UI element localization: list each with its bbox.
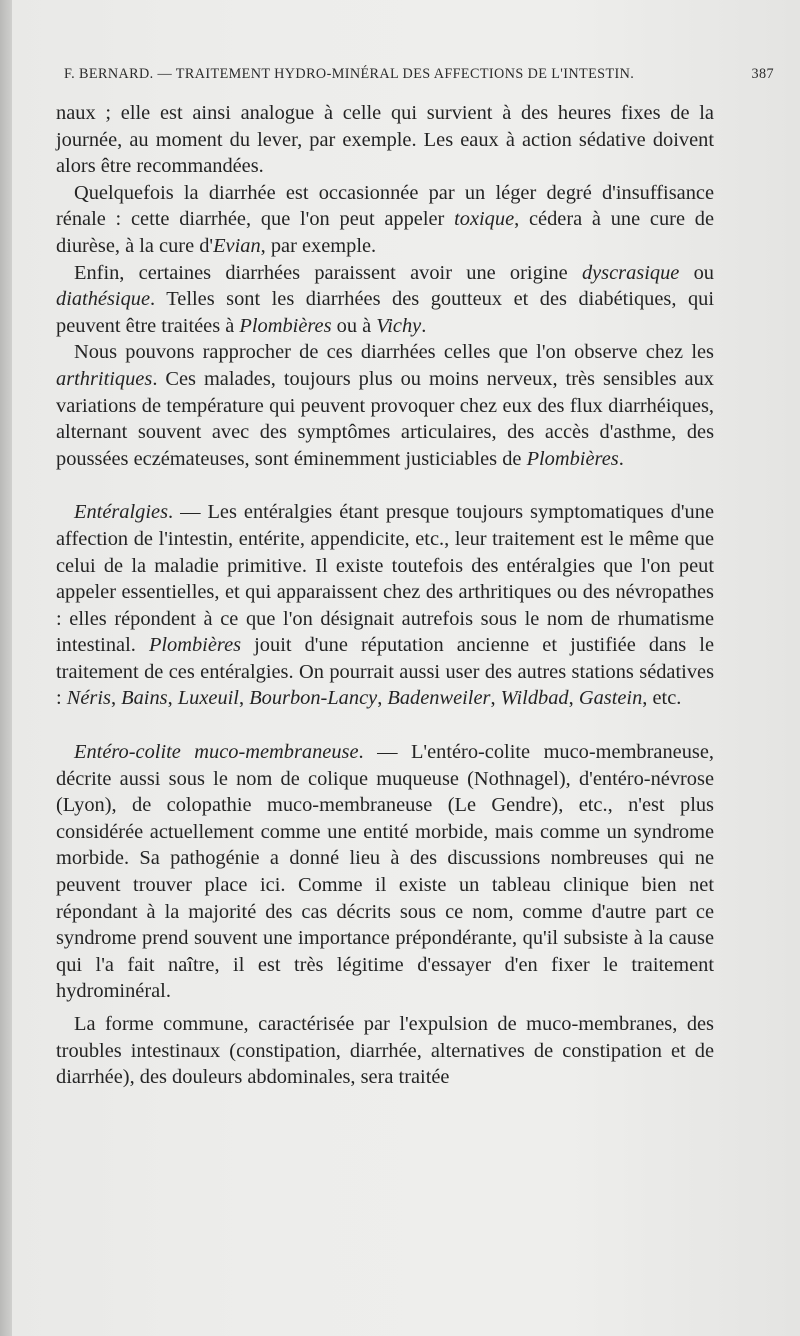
page-number: 387 — [751, 66, 774, 82]
text-run: , cédera à une cure de diurèse, à la cure d' — [56, 208, 714, 257]
text-run: ou à — [331, 314, 377, 337]
italic-text: toxique — [454, 208, 515, 231]
italic-text: Entéralgies — [74, 501, 169, 524]
paragraph — [56, 180, 714, 260]
text-run: . Ces malades, toujours plus ou moins nerveux, très sensibles aux variations de température qui peuvent provoquer chez eux des flux diarrhéiques, alternant souvent avec des symptômes articulaires, des accès d'asthme, des poussées eczémateuses, sont éminemment justiciables de — [56, 367, 714, 470]
text-run: Enfin, certaines diarrhées paraissent avoir une origine — [74, 261, 582, 284]
text-run: La forme commune, caractérisée par l'expulsion de muco-membranes, des troubles intestinaux (constipation, diarrhée, alternatives de constipation et de diarrhée), des douleurs abdominales, sera traitée — [56, 1013, 714, 1089]
text-run: ou — [679, 261, 714, 284]
italic-text: Evian — [213, 234, 261, 257]
text-run: , — [377, 687, 388, 710]
text-run: . Telles sont les diarrhées des goutteux et des diabétiques, qui peuvent être traitées à — [56, 288, 714, 337]
text-run: naux ; elle est ainsi analogue à celle qui survient à des heures fixes de la journée, au moment du lever, par exemple. Les eaux à action sédative doivent alors être recommandées. — [56, 102, 714, 178]
italic-text: dyscrasique — [581, 261, 680, 284]
text-run: , — [167, 687, 178, 710]
paragraph — [56, 100, 714, 180]
italic-text: Bains — [121, 687, 168, 710]
text-run: jouit d'une réputation ancienne et justifiée dans le traitement de ces entéralgies. On pourrait aussi user des autres stations sédatives : — [56, 634, 714, 710]
italic-text: Plombières — [239, 314, 332, 337]
italic-text: Néris — [66, 687, 111, 710]
italic-text: arthritiques — [56, 367, 153, 390]
italic-text: Plombières — [526, 447, 619, 470]
book-page — [12, 0, 800, 1336]
section-enteralgies — [56, 499, 714, 712]
text-run: , — [490, 687, 501, 710]
text-run: , par exemple. — [260, 234, 377, 257]
italic-text: Vichy — [376, 314, 422, 337]
italic-text: Bourbon-Lancy — [249, 687, 378, 710]
text-run: , — [568, 687, 579, 710]
italic-text: Wildbad — [500, 687, 569, 710]
italic-text: diathésique — [56, 288, 151, 311]
text-run: , — [238, 687, 250, 710]
italic-text: Luxeuil — [177, 687, 239, 710]
italic-text: Plombières — [148, 634, 242, 657]
text-run: Nous pouvons rapprocher de ces diarrhées celles que l'on observe chez les — [74, 341, 714, 364]
italic-text: Gastein — [578, 687, 643, 710]
text-run: . — Les entéralgies étant presque toujours symptomatiques d'une affection de l'intestin, entérite, appendicite, etc., leur traitement est le même que celui de la maladie primitive. Il existe toutefois des entéralgies que l'on peut appeler essentielles, et qui apparaissent chez des arthritiques ou des névropathes : elles répondent à ce que l'on désignait autrefois sous le nom de rhumatisme intestinal. — [56, 501, 714, 657]
text-run: , etc. — [642, 687, 682, 710]
running-title: F. BERNARD. — TRAITEMENT HYDRO-MINÉRAL DES AFFECTIONS DE L'INTESTIN. — [64, 66, 635, 82]
running-head — [64, 66, 774, 83]
text-run: . — [618, 447, 624, 470]
text-run: Quelquefois la diarrhée est occasionnée par un léger degré d'insuffisance rénale : cette diarrhée, que l'on peut appeler — [56, 181, 714, 231]
paragraph — [56, 1011, 714, 1091]
page-body — [56, 100, 714, 1091]
italic-text: Entéro-colite muco-membraneuse — [74, 741, 359, 764]
text-run: . — [421, 314, 427, 337]
paragraph — [56, 260, 714, 340]
section-entero-colite — [56, 739, 714, 1005]
text-run: , — [110, 687, 122, 710]
book-gutter — [0, 0, 12, 1336]
italic-text: Badenweiler — [387, 687, 491, 710]
text-run: . — L'entéro-colite muco-membraneuse, décrite aussi sous le nom de colique muqueuse (Nothnagel), d'entéro-névrose (Lyon), de colopathie muco-membraneuse (Le Gendre), etc., n'est plus considérée actuellement comme une entité morbide, mais comme un syndrome morbide. Sa pathogénie a donné lieu à des discussions nombreuses qui ne peuvent trouver place ici. Comme il existe un tableau clinique bien net répondant à la majorité des cas décrits sous ce nom, comme d'autre part ce syndrome prend souvent une importance prépondérante, qu'il subsiste à la cause qui l'a fait naître, il est très légitime d'essayer d'en fixer le traitement hydrominéral. — [56, 741, 714, 1003]
paragraph — [56, 339, 714, 472]
